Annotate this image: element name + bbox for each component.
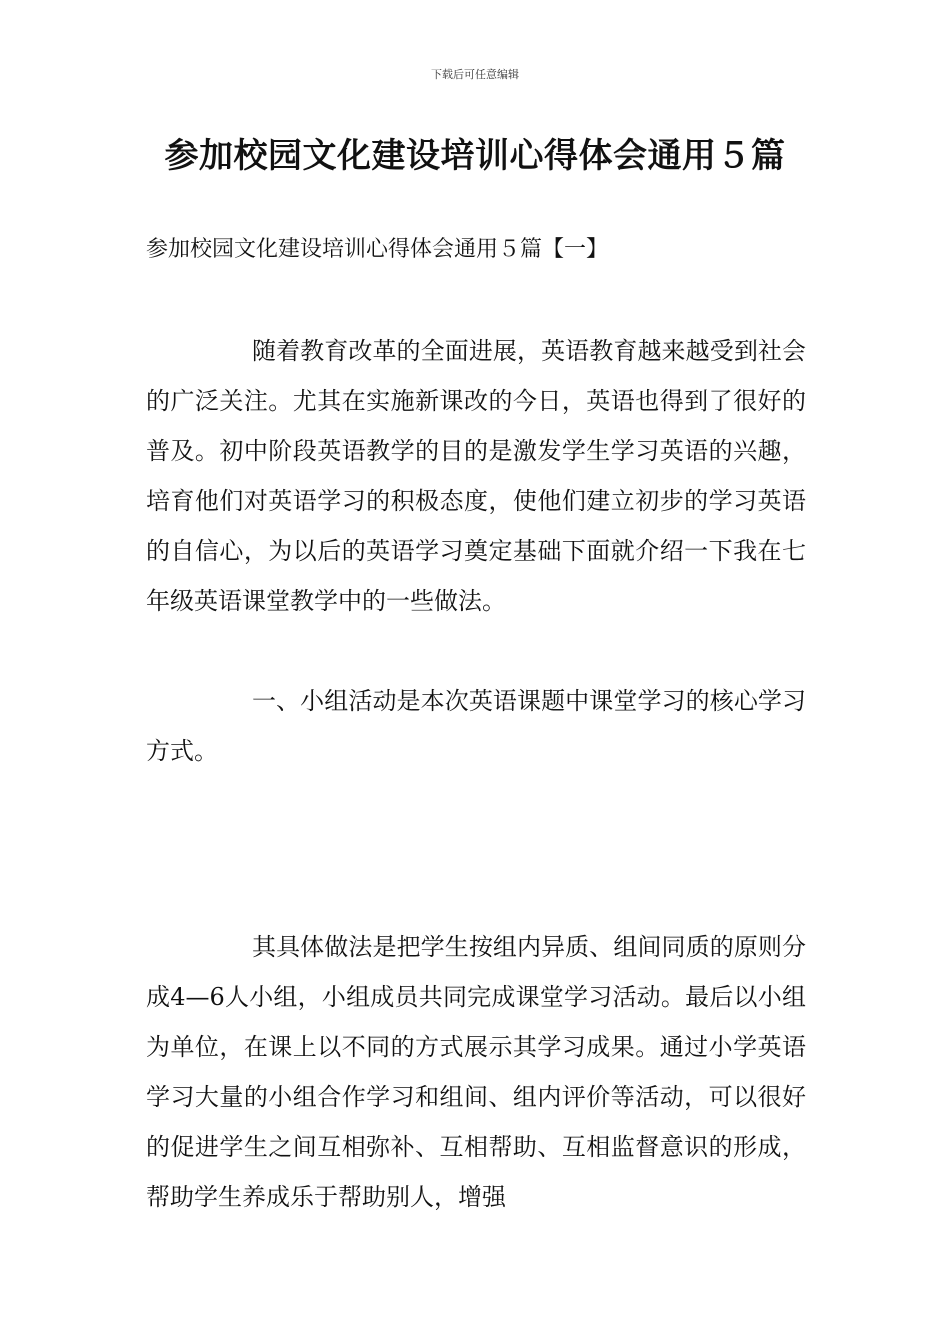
body-paragraph: 一、小组活动是本次英语课题中课堂学习的核心学习方式。 — [146, 687, 806, 765]
section-heading: 参加校园文化建设培训心得体会通用５篇【一】 — [146, 237, 609, 262]
body-paragraph: 其具体做法是把学生按组内异质、组间同质的原则分成4—6人小组，小组成员共同完成课堂学习活动。最后以小组为单位，在课上以不同的方式展示其学习成果。通过小学英语学习大量的小组合作学习和组间、组内评价等活动，可以很好的促进学生之间互相弥补、互相帮助、互相监督意识的形成，帮助学生养成乐于帮助别人，增强 — [146, 933, 806, 1211]
body-paragraph: 随着教育改革的全面进展，英语教育越来越受到社会的广泛关注。尤其在实施新课改的今日，英语也得到了很好的普及。初中阶段英语教学的目的是激发学生学习英语的兴趣，培育他们对英语学习的积极态度，使他们建立初步的学习英语的自信心，为以后的英语学习奠定基础下面就介绍一下我在七年级英语课堂教学中的一些做法。 — [146, 337, 806, 615]
document-title: 参加校园文化建设培训心得体会通用５篇 — [164, 136, 786, 176]
header-note: 下载后可任意编辑 — [431, 68, 519, 81]
